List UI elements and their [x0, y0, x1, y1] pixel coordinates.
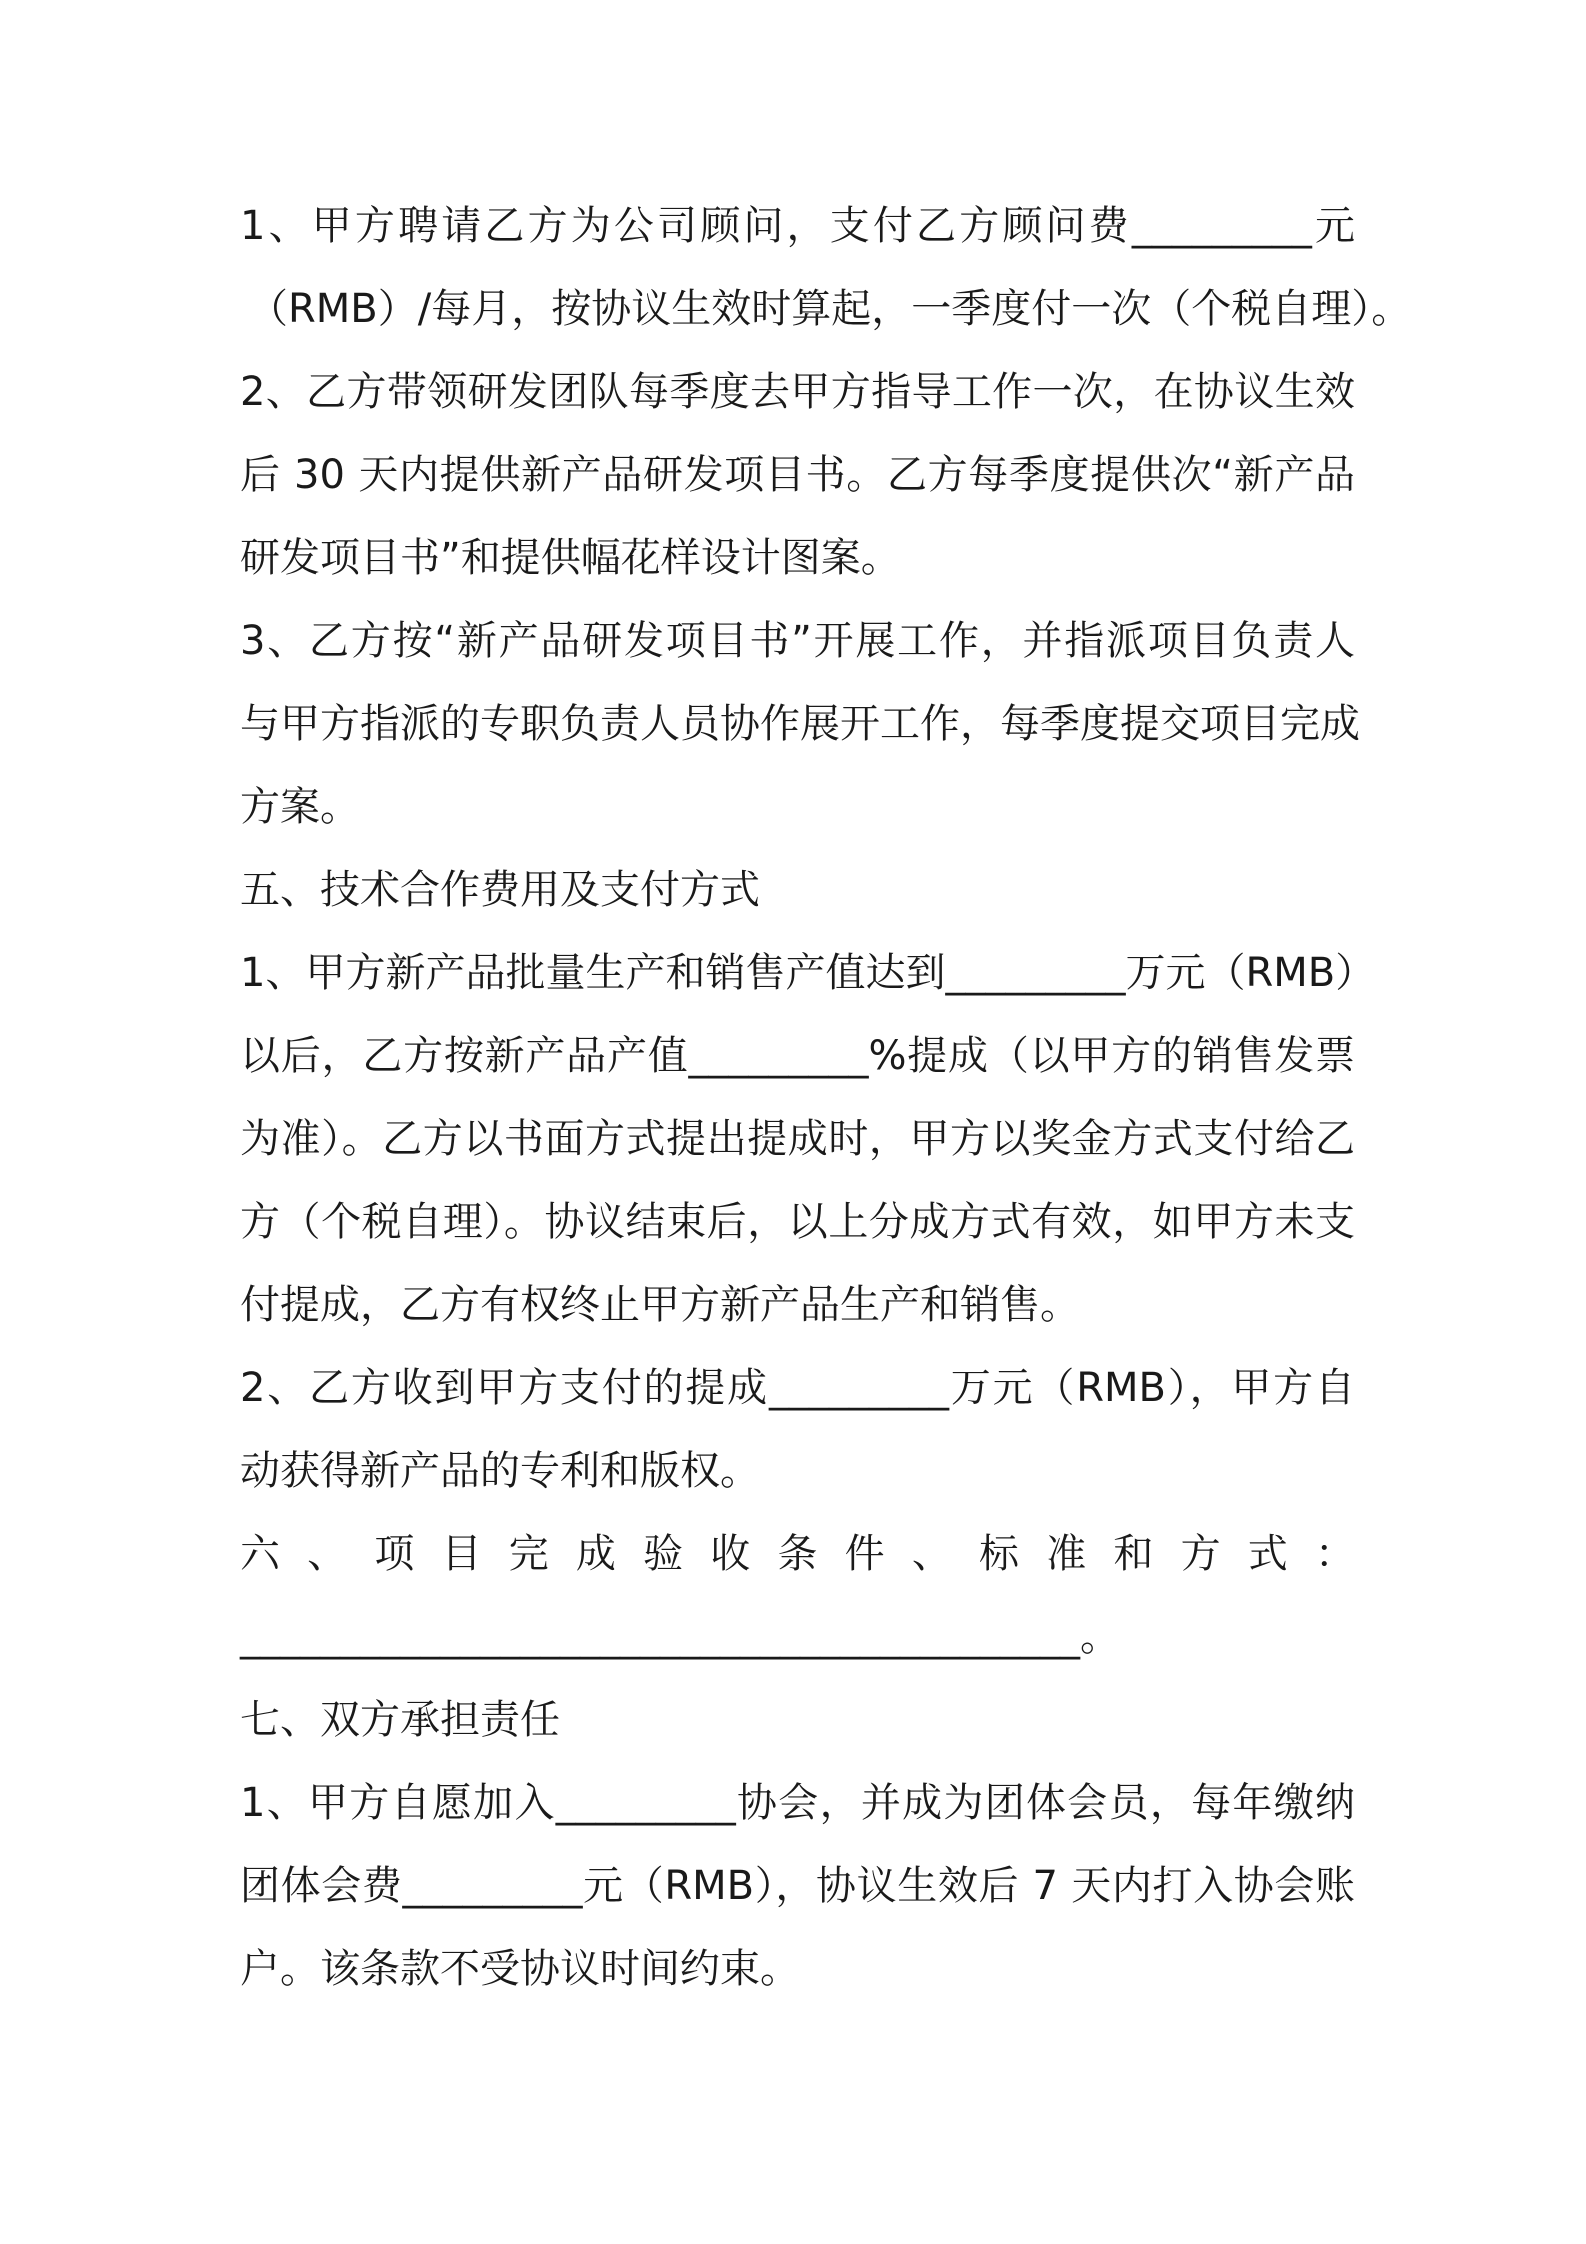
paragraph-line: 动获得新产品的专利和版权。: [240, 1448, 760, 1494]
paragraph-line: 3、乙方按“新产品研发项目书”开展工作，并指派项目负责人: [240, 618, 1355, 664]
paragraph-line: 2、乙方带领研发团队每季度去甲方指导工作一次，在协议生效: [240, 369, 1355, 415]
paragraph-line: 方（个税自理）。协议结束后，以上分成方式有效，如甲方未支: [240, 1199, 1355, 1245]
section-heading: 六 、 项 目 完 成 验 收 条 件 、 标 准 和 方 式 ：: [240, 1531, 1355, 1577]
paragraph-line: 付提成，乙方有权终止甲方新产品生产和销售。: [240, 1282, 1080, 1328]
paragraph-line: 研发项目书”和提供幅花样设计图案。: [240, 535, 901, 581]
paragraph-line: 后 30 天内提供新产品研发项目书。乙方每季度提供次“新产品: [240, 452, 1355, 498]
paragraph-line: （RMB）/每月，按协议生效时算起，一季度付一次（个税自理）。: [248, 286, 1412, 332]
paragraph-line: 团体会费_________元（RMB），协议生效后 7 天内打入协会账: [240, 1863, 1355, 1909]
paragraph-line: 1、甲方聘请乙方为公司顾问，支付乙方顾问费_________元: [240, 203, 1355, 249]
paragraph-line: 与甲方指派的专职负责人员协作展开工作，每季度提交项目完成: [240, 701, 1360, 747]
paragraph-line: 户。该条款不受协议时间约束。: [240, 1946, 800, 1992]
paragraph-line: 方案。: [240, 784, 360, 830]
paragraph-line: 1、甲方新产品批量生产和销售产值达到_________万元（RMB）: [240, 950, 1376, 996]
paragraph-line: 1、甲方自愿加入_________协会，并成为团体会员，每年缴纳: [240, 1780, 1355, 1826]
paragraph-line: 以后，乙方按新产品产值_________%提成（以甲方的销售发票: [240, 1033, 1355, 1079]
section-heading: 七、双方承担责任: [240, 1697, 560, 1743]
paragraph-line: 为准）。乙方以书面方式提出提成时，甲方以奖金方式支付给乙: [240, 1116, 1355, 1162]
paragraph-line: 2、乙方收到甲方支付的提成_________万元（RMB），甲方自: [240, 1365, 1355, 1411]
blank-fill-line: __________________________________________。: [240, 1614, 1120, 1660]
section-heading: 五、技术合作费用及支付方式: [240, 867, 760, 913]
